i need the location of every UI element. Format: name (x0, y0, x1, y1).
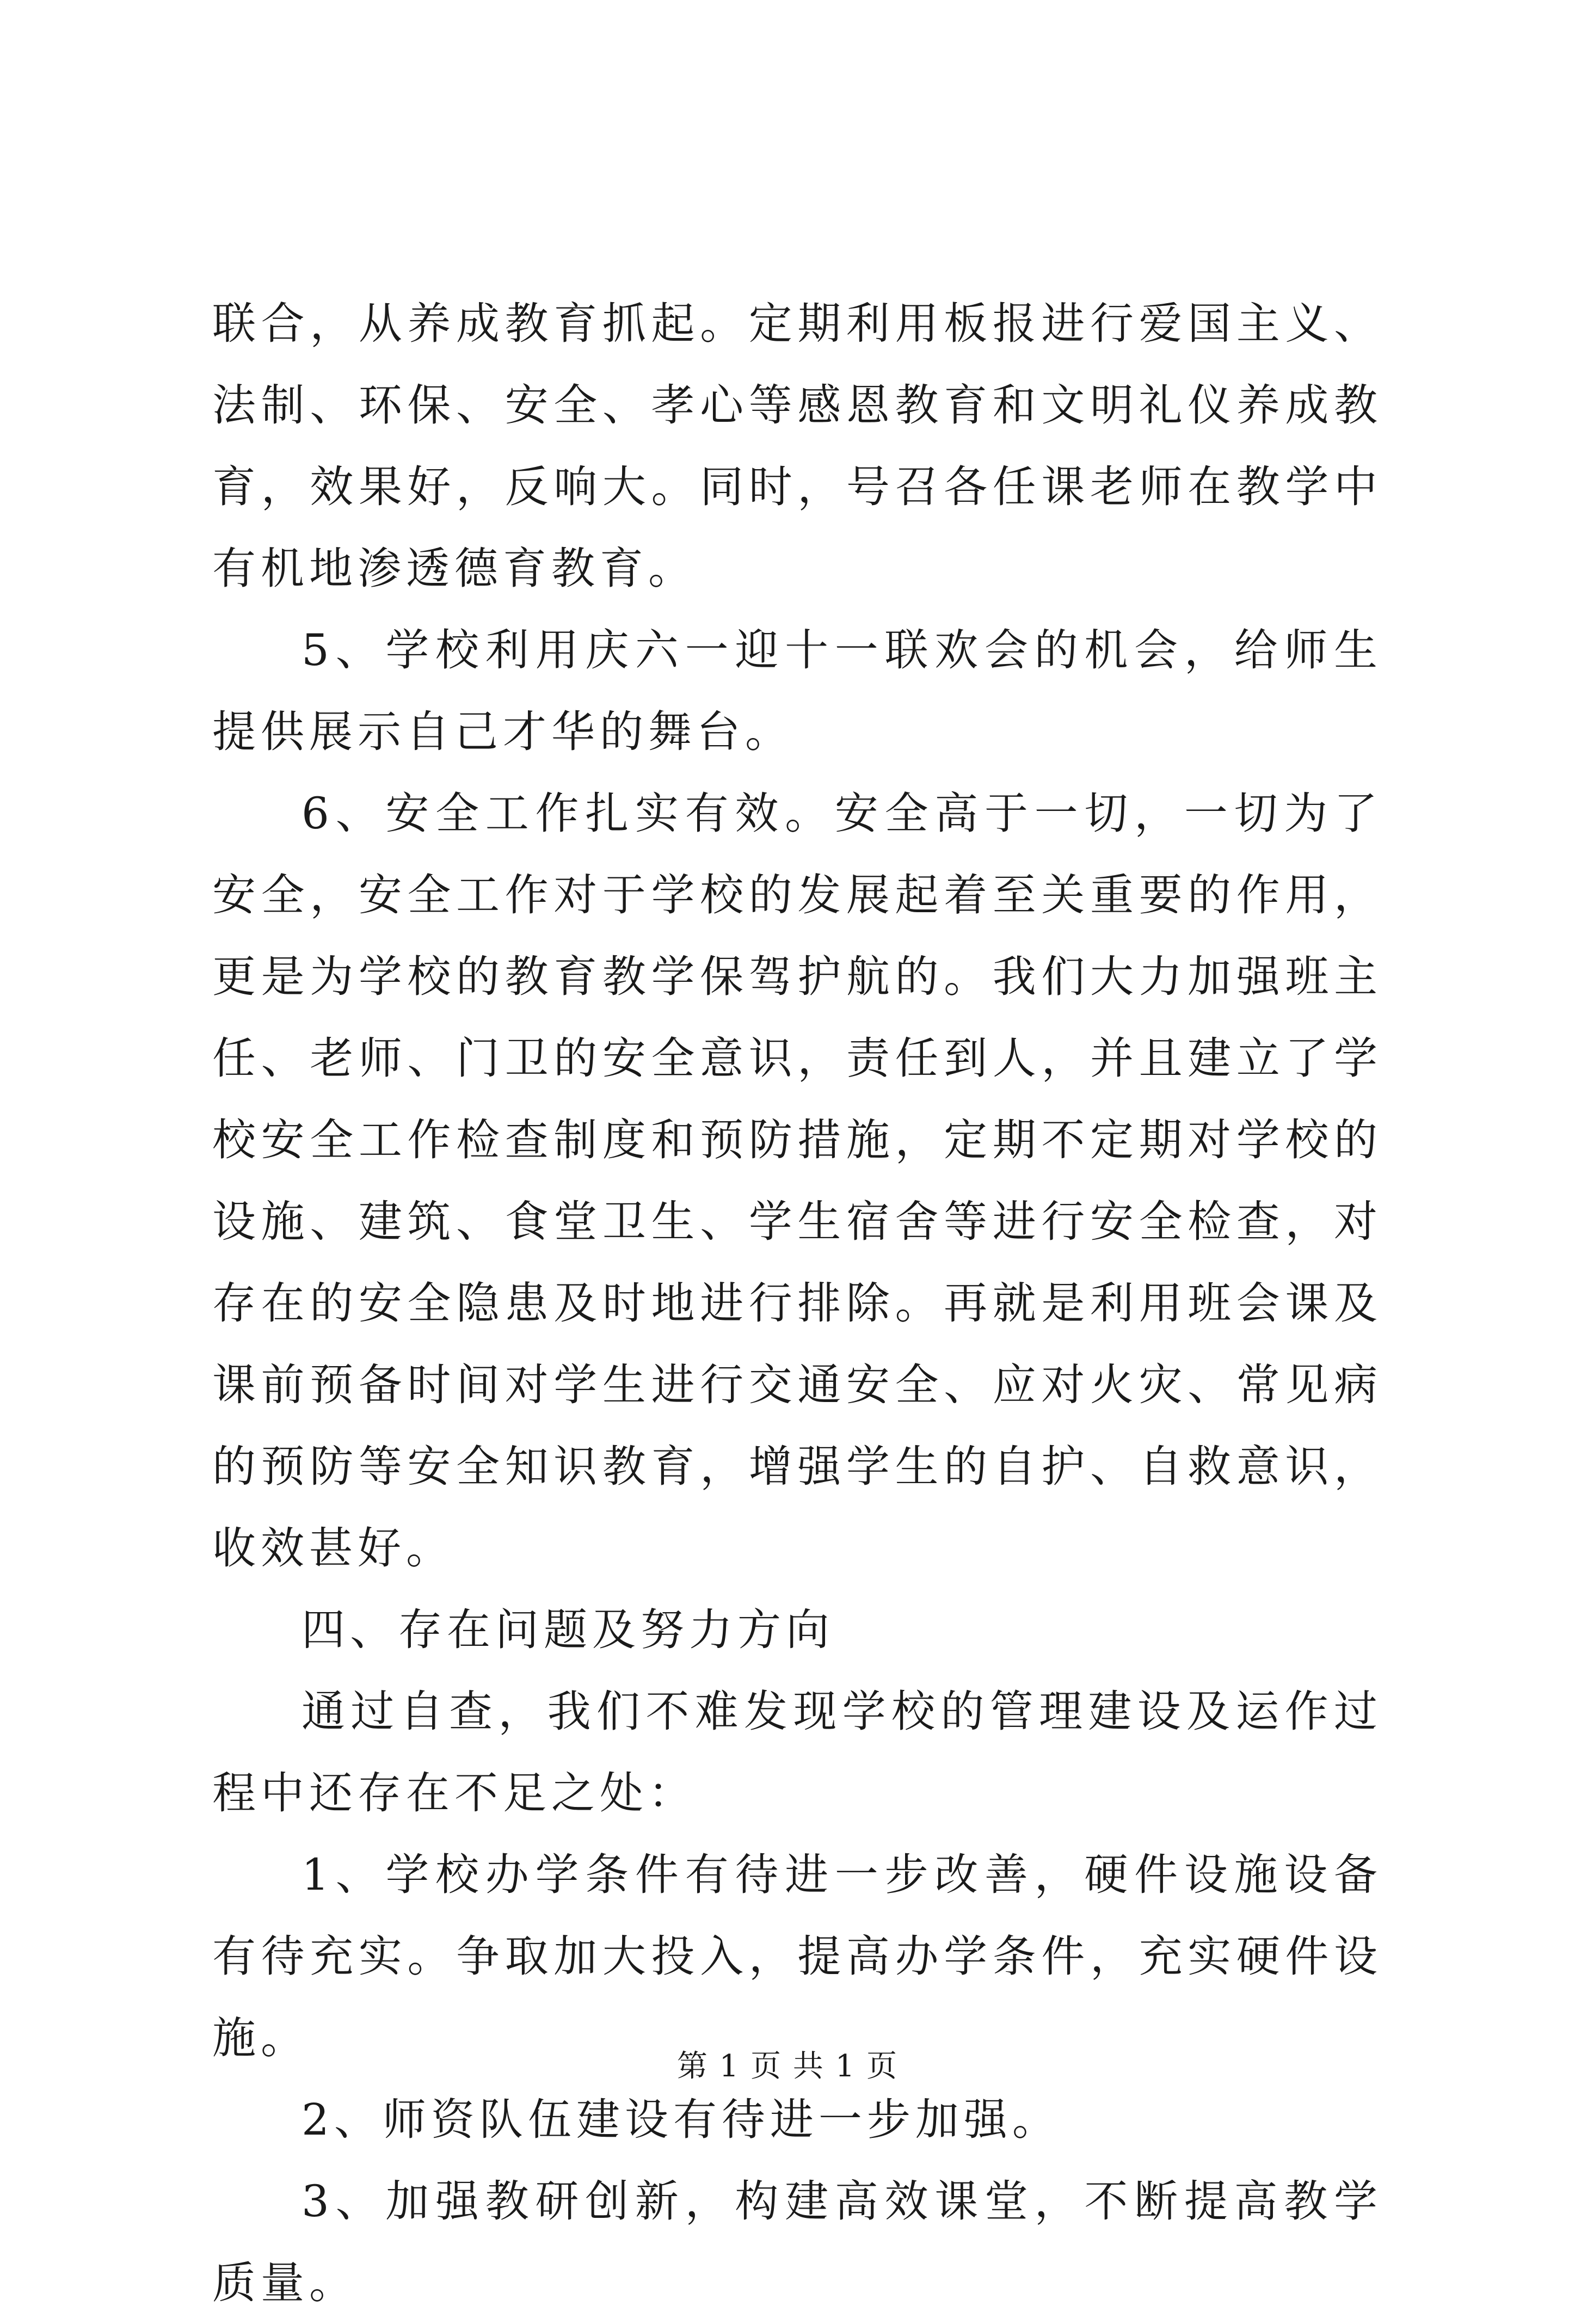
paragraph-item-5: 5、学校利用庆六一迎十一联欢会的机会，给师生提供展示自己才华的舞台。 (212, 625, 1382, 757)
paragraph-continued: 联合，从养成教育抓起。定期利用板报进行爱国主义、法制、环保、安全、孝心等感恩教育和文明礼仪养成教育，效果好，反响大。同时，号召各任课老师在教学中有机地渗透德育教育。 (212, 298, 1382, 594)
paragraph-issue-2: 2、师资队伍建设有待进一步加强。 (302, 2094, 1061, 2145)
paragraph-item-6: 6、安全工作扎实有效。安全高于一切，一切为了安全，安全工作对于学校的发展起着至关重要的作用，更是为学校的教育教学保驾护航的。我们大力加强班主任、老师、门卫的安全意识，责任到人，并且建立了学校安全工作检查制度和预防措施，定期不定期对学校的设施、建筑、食堂卫生、学生宿舍等进行安全检查，对存在的安全隐患及时地进行排除。再就是利用班会课及课前预备时间对学生进行交通安全、应对火灾、常见病的预防等安全知识教育，增强学生的自护、自救意识，收效甚好。 (212, 788, 1382, 1573)
paragraph-issue-1: 1、学校办学条件有待进一步改善，硬件设施设备有待充实。争取加大投入，提高办学条件，充实硬件设施。 (212, 1849, 1382, 2063)
document-body (212, 283, 1382, 2324)
paragraph-issue-3: 3、加强教研创新，构建高效课堂，不断提高教学质量。 (212, 2176, 1382, 2308)
paragraph-intro: 通过自查，我们不难发现学校的管理建设及运作过程中还存在不足之处： (212, 1686, 1382, 1818)
section-heading: 四、存在问题及努力方向 (302, 1604, 834, 1655)
page-footer: 第 1 页 共 1 页 (676, 2049, 899, 2084)
